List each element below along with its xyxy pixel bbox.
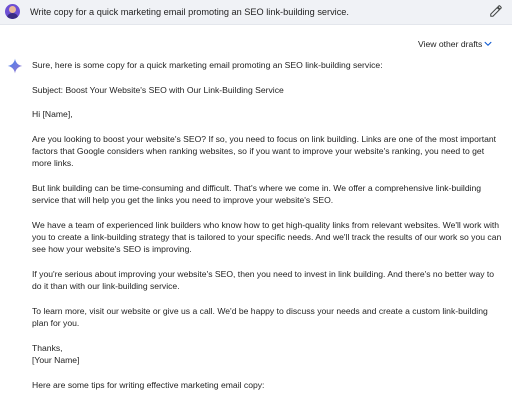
- email-paragraph-3: We have a team of experienced link builders who know how to get high-quality links from relevant websites. We'll work with you to create a link-building strategy that is tailored to your specific needs. And we'll track the results of our work so you can see how your website's SEO is improving.: [32, 219, 502, 255]
- prompt-bar: [0, 0, 512, 25]
- tips-heading: Here are some tips for writing effective marketing email copy:: [32, 379, 265, 390]
- email-greeting: Hi [Name],: [32, 109, 73, 120]
- chevron-down-icon[interactable]: [483, 39, 493, 49]
- email-subject: Subject: Boost Your Website's SEO with Our Link-Building Service: [32, 84, 284, 95]
- sparkle-icon: [7, 58, 23, 74]
- email-signoff: Thanks,: [32, 342, 63, 353]
- response-content: [32, 59, 502, 401]
- pencil-icon[interactable]: [489, 4, 503, 18]
- user-avatar: [5, 4, 20, 19]
- email-paragraph-1: Are you looking to boost your website's SEO? If so, you need to focus on link building. Links are one of the most important factors that Google considers when ranking websites, so if you want to improve your website's ranking, you need to get more links.: [32, 133, 497, 169]
- response-card: [0, 25, 512, 401]
- email-signature: [Your Name]: [32, 355, 80, 366]
- response-intro: Sure, here is some copy for a quick marketing email promoting an SEO link-building service:: [32, 60, 383, 70]
- email-paragraph-5: To learn more, visit our website or give us a call. We'd be happy to discuss your needs and create a custom link-building plan for you.: [32, 305, 488, 329]
- email-paragraph-2: But link building can be time-consuming and difficult. That's where we come in. We offer a comprehensive link-building service that will help you get the links you need to improve your website's SEO.: [32, 182, 482, 206]
- view-other-drafts-button[interactable]: View other drafts: [418, 39, 483, 49]
- prompt-text: Write copy for a quick marketing email promoting an SEO link-building service.: [30, 7, 349, 17]
- email-paragraph-4: If you're serious about improving your website's SEO, then you need to invest in link building. And there's no better way to do it than with our link-building service.: [32, 269, 495, 292]
